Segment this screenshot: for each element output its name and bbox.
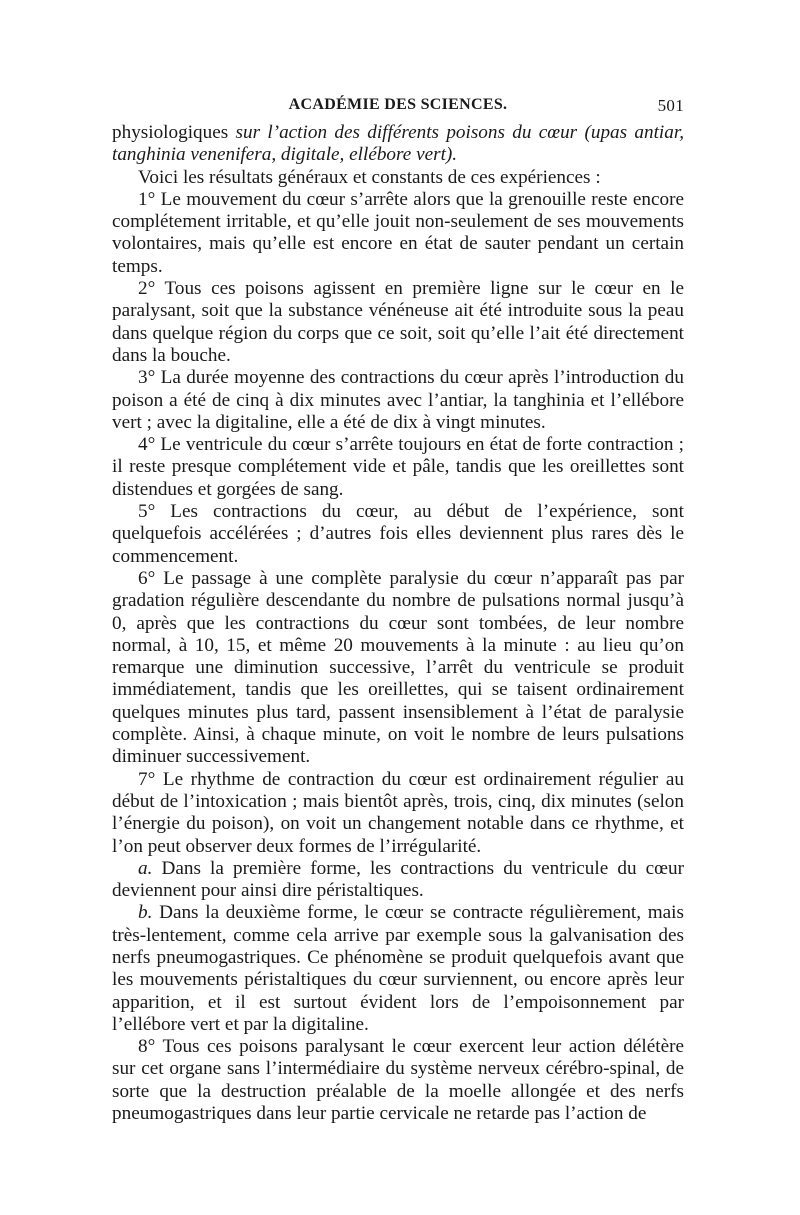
paragraph-point-2: 2° Tous ces poisons agissent en première ligne sur le cœur en le paralysant, soit que la substance vénéneuse ait été introduite sous la peau dans quelque région du corps que ce soit, soit qu’elle l’ait été directement dans la bouche. <box>112 278 684 366</box>
paragraph-form-b-text: Dans la deuxième forme, le cœur se contracte régulièrement, mais très-lentement, comme cela arrive par exemple sous la galvanisation des nerfs pneumogastriques. Ce phénomène se produit quelquefois avant que les mouvements péristaltiques du cœur surviennent, ou encore après leur apparition, et il est surtout évident lors de l’empoisonnement par l’ellébore vert et par la digitaline. <box>112 902 684 1035</box>
page-header <box>112 92 684 122</box>
item-letter-a: a. <box>138 857 153 879</box>
page-number: 501 <box>657 96 684 115</box>
running-title: ACADÉMIE DES SCIENCES. <box>288 96 508 113</box>
paragraph-intro: Voici les résultats généraux et constants de ces expériences : <box>138 166 601 188</box>
paragraph-point-4: 4° Le ventricule du cœur s’arrête toujours en état de forte contraction ; il reste presque complétement vide et pâle, tandis que les oreillettes sont distendues et gorgées de sang. <box>112 434 684 500</box>
paragraph-point-6: 6° Le passage à une complète paralysie du cœur n’apparaît pas par gradation régulière descendante du nombre de pulsations normal jusqu’à 0, après que les contractions du cœur sont tombées, de leur nombre normal, à 10, 15, et même 20 mouvements à la minute : au lieu qu’on remarque une diminution successive, l’arrêt du ventricule se produit immédiatement, tandis que les oreillettes, qui se taisent ordinairement quelques minutes plus tard, passent insensiblement à l’état de paralysie complète. Ainsi, à chaque minute, on voit le nombre de leurs pulsations diminuer successivement. <box>112 567 684 768</box>
paragraph-point-7: 7° Le rhythme de contraction du cœur est ordinairement régulier au début de l’intoxication ; mais bientôt après, trois, cinq, dix minutes (selon l’énergie du poison), on voit un changement notable dans ce rhythme, et l’on peut observer deux formes de l’irrégularité. <box>112 768 684 857</box>
paragraph-point-1: 1° Le mouvement du cœur s’arrête alors que la grenouille reste encore complétement irritable, et qu’elle jouit non-seulement de ses mouvements volontaires, mais qu’elle est encore en état de sauter pendant un certain temps. <box>112 188 684 277</box>
paragraph-lead-text: physiologiques <box>112 122 229 143</box>
paragraph-point-8: 8° Tous ces poisons paralysant le cœur exercent leur action délétère sur cet organe sans l’intermédiaire du système nerveux cérébro-spinal, de sorte que la destruction préalable de la moelle allongée et des nerfs pneumogastriques dans leur partie cervicale ne retarde pas l’action de <box>112 1036 684 1125</box>
paragraph-italic-text: sur l’action des différents poisons du cœur (upas antiar, tanghinia venenifera, digitale, ellébore vert). <box>112 122 684 166</box>
item-letter-b: b. <box>138 902 153 924</box>
paragraph-point-5: 5° Les contractions du cœur, au début de l’expérience, sont quelquefois accélérées ; d’autres fois elles deviennent plus rares dès le commencement. <box>112 501 684 567</box>
paragraph-form-a <box>112 858 684 903</box>
paragraph-form-b <box>112 902 684 1036</box>
body-text <box>112 122 684 1125</box>
paragraph-form-a-text: Dans la première forme, les contractions du ventricule du cœur deviennent pour ainsi dire péristaltiques. <box>112 857 684 902</box>
paragraph-point-3: 3° La durée moyenne des contractions du cœur après l’introduction du poison a été de cinq à dix minutes avec l’antiar, la tanghinia et l’ellébore vert ; avec la digitaline, elle a été de dix à vingt minutes. <box>112 367 684 433</box>
paragraph-continuation <box>112 122 684 167</box>
book-page <box>112 92 684 1125</box>
